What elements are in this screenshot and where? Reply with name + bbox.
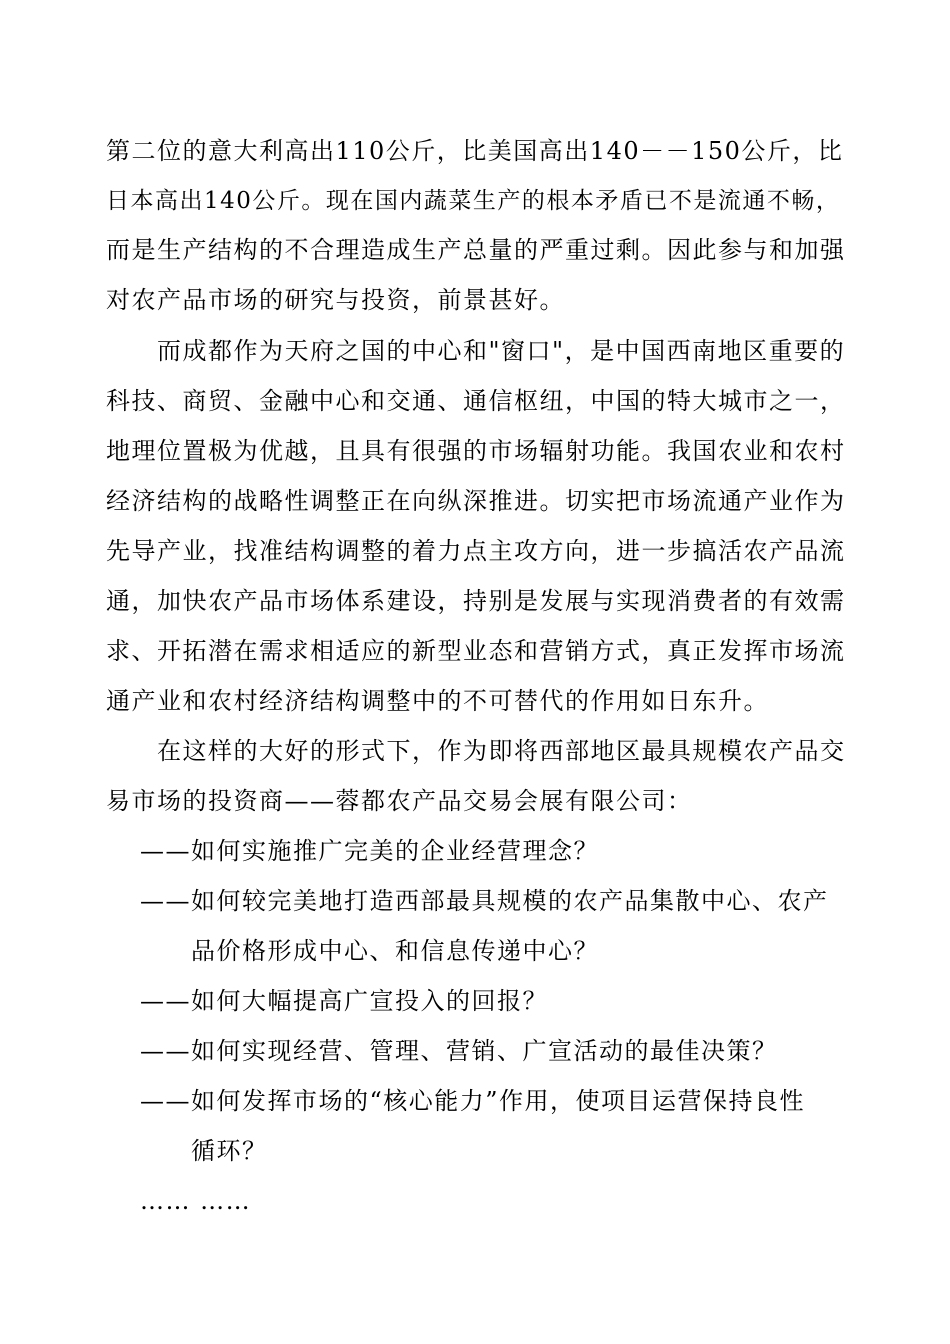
paragraph-2-line-5: 先导产业，找准结构调整的着力点主攻方向，进一步搞活农产品流	[106, 537, 846, 565]
paragraph-1-line-2: 日本高出140公斤。现在国内蔬菜生产的根本矛盾已不是流通不畅，	[106, 188, 841, 214]
question-3: ——如何大幅提高广宣投入的回报？	[140, 987, 548, 1015]
paragraph-2-line-2: 科技、商贸、金融中心和交通、通信枢纽，中国的特大城市之一，	[106, 387, 846, 415]
paragraph-3-line-1: 在这样的大好的形式下，作为即将西部地区最具规模农产品交	[157, 737, 846, 765]
paragraph-2-line-1: 而成都作为天府之国的中心和"窗口"，是中国西南地区重要的	[157, 337, 846, 365]
question-5-line-1: ——如何发挥市场的“核心能力”作用，使项目运营保持良性	[140, 1087, 806, 1115]
paragraph-2-line-6: 通，加快农产品市场体系建设，持别是发展与实现消费者的有效需	[106, 587, 846, 615]
paragraph-2-line-7: 求、开拓潜在需求相适应的新型业态和营销方式，真正发挥市场流	[106, 637, 846, 665]
paragraph-1-line-3: 而是生产结构的不合理造成生产总量的严重过剩。因此参与和加强	[106, 236, 846, 264]
question-5-line-2: 循环？	[191, 1137, 268, 1165]
paragraph-3-line-2: 易市场的投资商——蓉都农产品交易会展有限公司：	[106, 787, 693, 815]
paragraph-2-line-3: 地理位置极为优越，且具有很强的市场辐射功能。我国农业和农村	[106, 437, 846, 465]
paragraph-1-line-1: 第二位的意大利高出110公斤，比美国高出140－－150公斤，比	[106, 137, 844, 165]
paragraph-1-line-4: 对农产品市场的研究与投资，前景甚好。	[106, 286, 565, 314]
question-4: ——如何实现经营、管理、营销、广宣活动的最佳决策？	[140, 1037, 778, 1065]
question-1: ——如何实施推广完美的企业经营理念？	[140, 837, 599, 865]
paragraph-2-line-4: 经济结构的战略性调整正在向纵深推进。切实把市场流通产业作为	[106, 487, 846, 515]
question-2-line-1: ——如何较完美地打造西部最具规模的农产品集散中心、农产	[140, 887, 829, 915]
question-2-line-2: 品价格形成中心、和信息传递中心？	[191, 937, 599, 965]
paragraph-2-line-8: 通产业和农村经济结构调整中的不可替代的作用如日东升。	[106, 687, 769, 715]
ellipsis: …… ……	[140, 1187, 252, 1215]
